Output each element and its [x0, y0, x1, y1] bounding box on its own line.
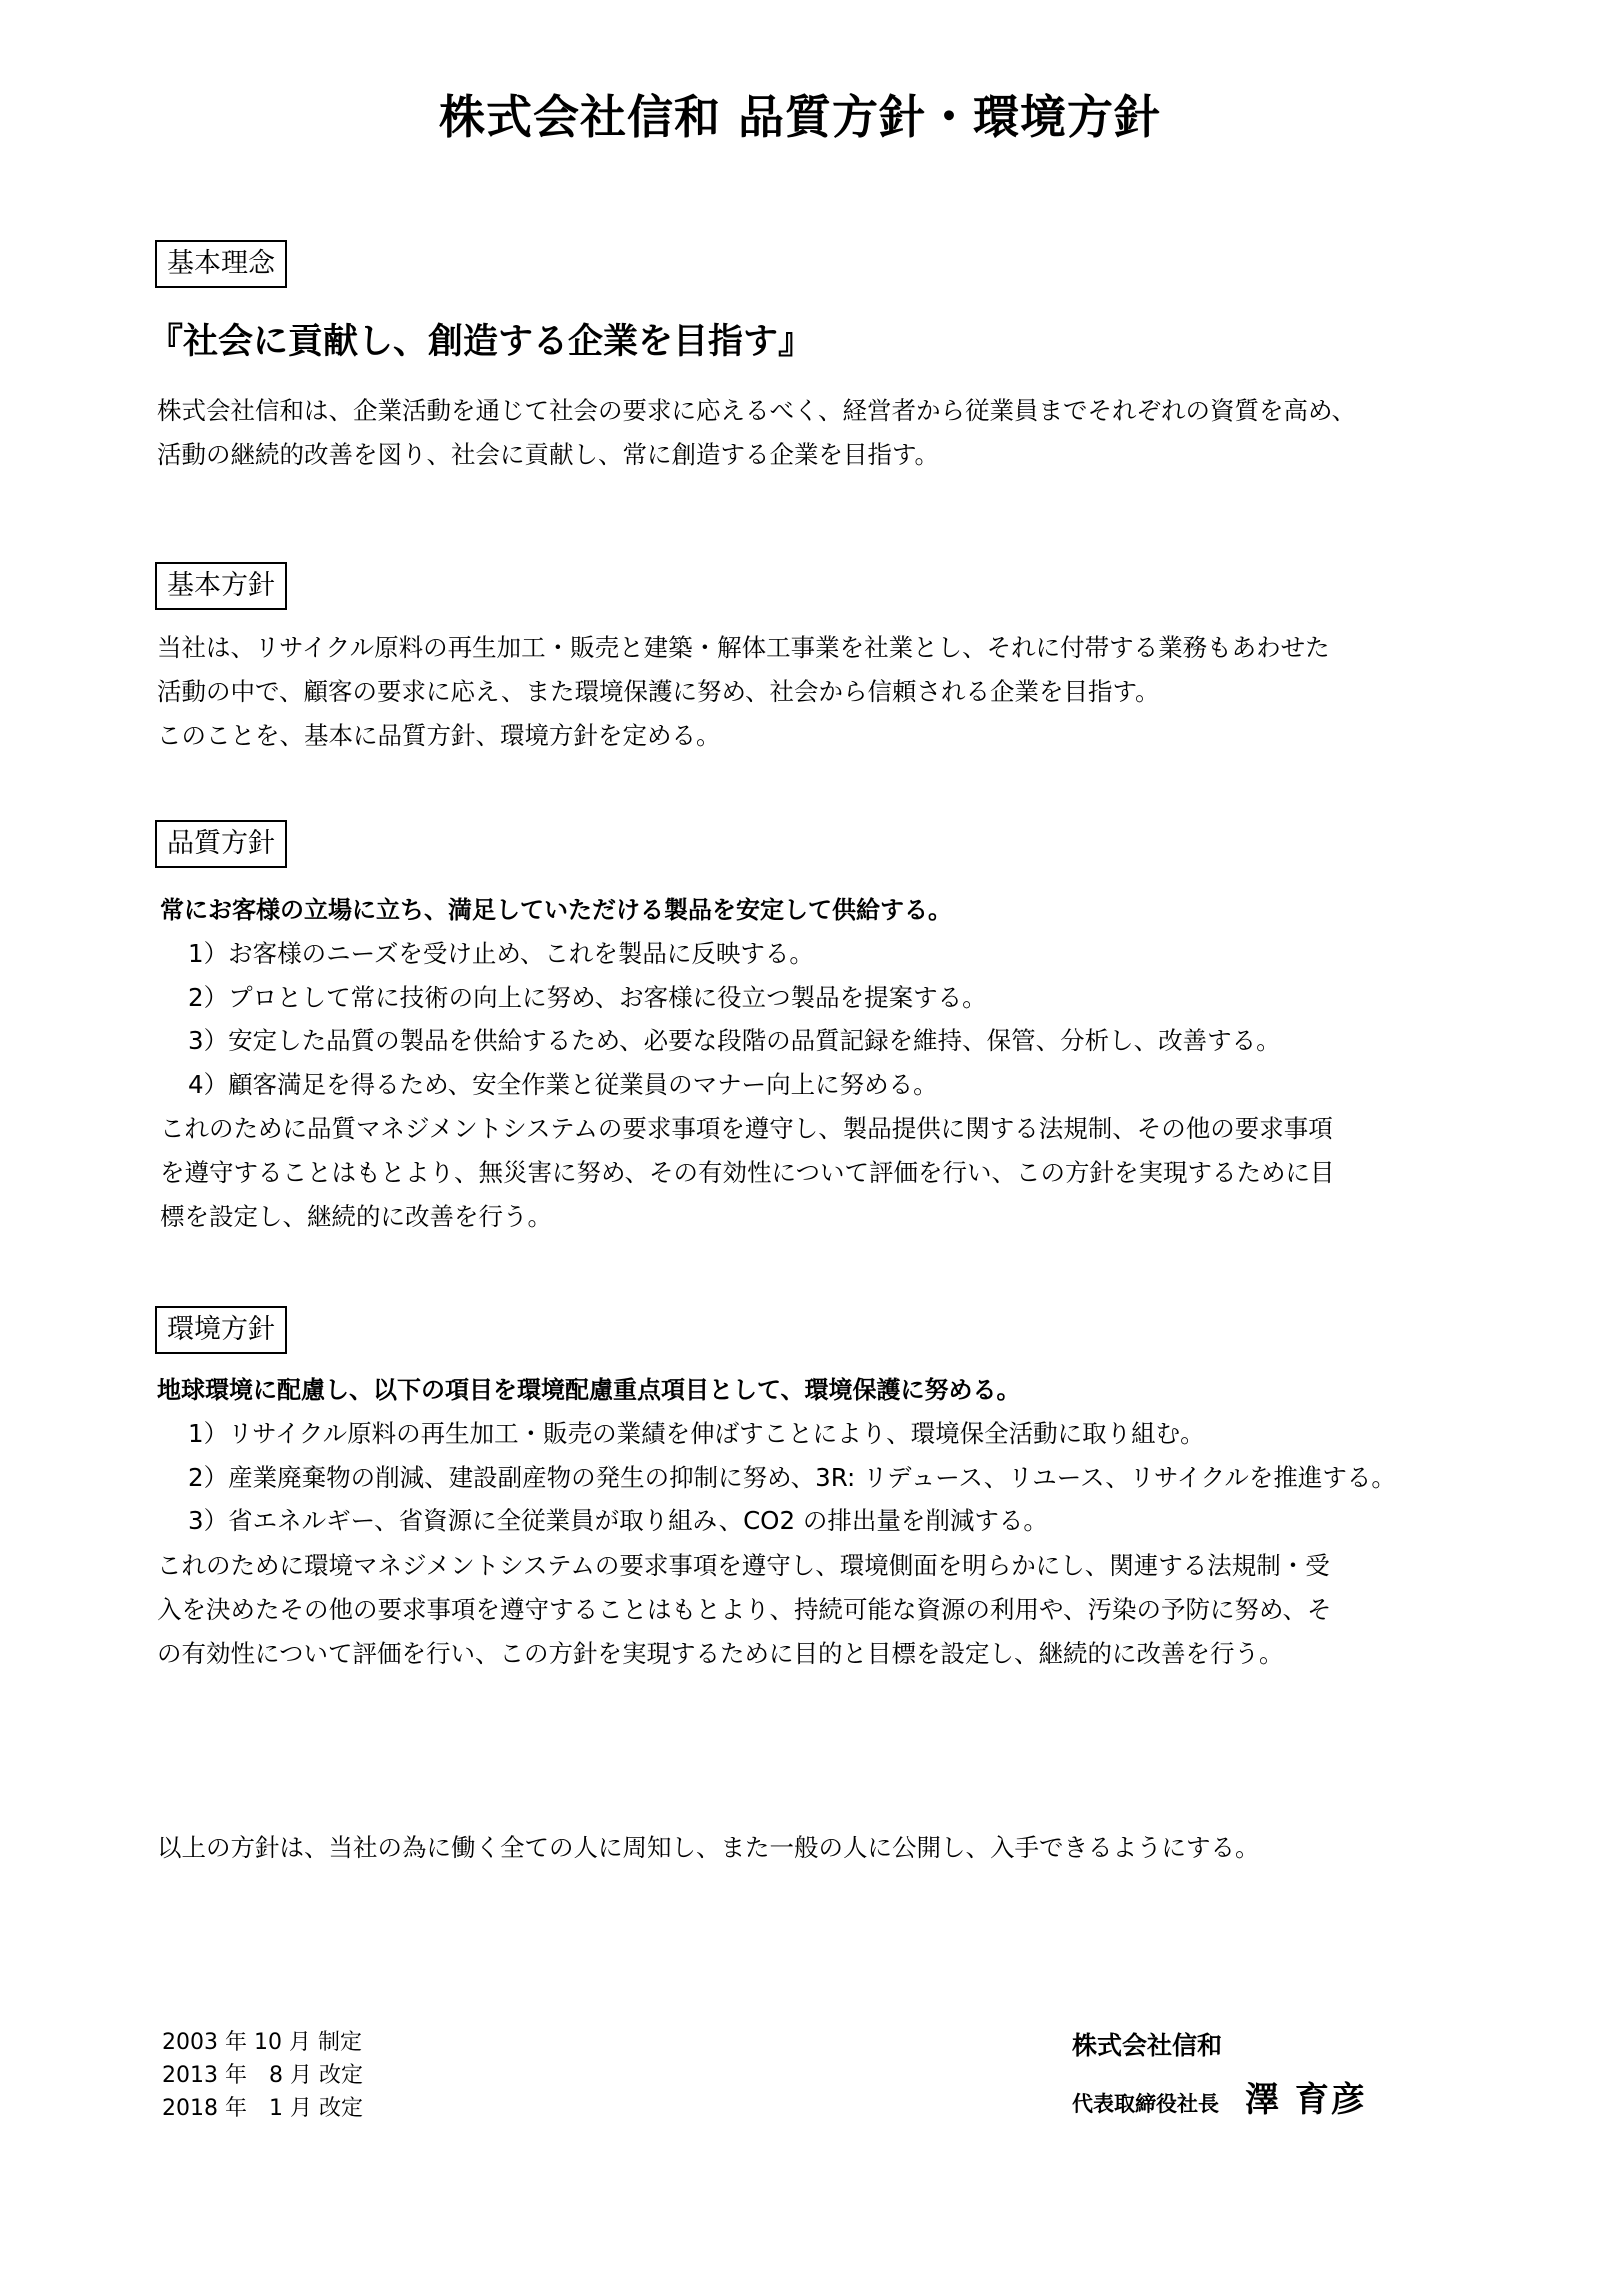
environmental-lead: 地球環境に配慮し、以下の項目を環境配慮重点項目として、環境保護に努める。: [157, 1376, 1021, 1404]
quality-closing-line: 標を設定し、継続的に改善を行う。: [160, 1202, 552, 1231]
environmental-item: 2）産業廃棄物の削減、建設副産物の発生の抑制に努め、3R: リデュース、リユース、リサイクルを推進する。: [188, 1462, 1396, 1492]
revision-date: 2013 年 8 月 改定: [162, 2063, 363, 2088]
revision-date: 2003 年 10 月 制定: [162, 2030, 362, 2055]
section-label-quality-policy: 品質方針: [155, 820, 287, 868]
document-title: 株式会社信和 品質方針・環境方針: [438, 90, 1161, 144]
quality-closing-paragraph: [160, 1107, 1490, 1239]
environmental-items: [188, 1412, 1396, 1543]
signature-title: 代表取締役社長: [1072, 2092, 1219, 2116]
disclosure-paragraph: [157, 1826, 1487, 1870]
environmental-item: 3）省エネルギー、省資源に全従業員が取り組み、CO2 の排出量を削減する。: [188, 1506, 1048, 1535]
philosophy-slogan: 『社会に貢献し、創造する企業を目指す』: [148, 322, 814, 362]
quality-closing-line: を遵守することはもとより、無災害に努め、その有効性について評価を行い、この方針を実現するために目: [160, 1158, 1335, 1187]
revision-dates: [162, 2026, 363, 2125]
basic-policy-paragraph: [157, 626, 1487, 758]
quality-item: 1）お客様のニーズを受け止め、これを製品に反映する。: [188, 939, 814, 968]
quality-item: 3）安定した品質の製品を供給するため、必要な段階の品質記録を維持、保管、分析し、改善する。: [188, 1026, 1281, 1055]
philosophy-line: 株式会社信和は、企業活動を通じて社会の要求に応えるべく、経営者から従業員までそれぞれの資質を高め、: [157, 396, 1357, 425]
environmental-closing-line: これのために環境マネジメントシステムの要求事項を遵守し、環境側面を明らかにし、関連する法規制・受: [157, 1551, 1330, 1580]
environmental-item: 1）リサイクル原料の再生加工・販売の業績を伸ばすことにより、環境保全活動に取り組む。: [188, 1419, 1205, 1448]
section-label-basic-policy: 基本方針: [155, 562, 287, 610]
signature-company: 株式会社信和: [1072, 2031, 1223, 2060]
basic-policy-line: 活動の中で、顧客の要求に応え、また環境保護に努め、社会から信頼される企業を目指す。: [157, 677, 1160, 706]
quality-lead: 常にお客様の立場に立ち、満足していただける製品を安定して供給する。: [160, 896, 952, 924]
philosophy-paragraph: [157, 389, 1487, 477]
quality-closing-line: これのために品質マネジメントシステムの要求事項を遵守し、製品提供に関する法規制、その他の要求事項: [160, 1114, 1333, 1143]
signature-name: 澤 育彦: [1245, 2080, 1367, 2120]
environmental-closing-line: 入を決めたその他の要求事項を遵守することはもとより、持続可能な資源の利用や、汚染の予防に努め、そ: [157, 1595, 1332, 1624]
basic-policy-line: 当社は、リサイクル原料の再生加工・販売と建築・解体工事業を社業とし、それに付帯する業務もあわせた: [157, 633, 1330, 662]
signature-block: [1072, 2026, 1367, 2121]
environmental-closing-line: の有効性について評価を行い、この方針を実現するために目的と目標を設定し、継続的に改善を行う。: [157, 1639, 1284, 1668]
section-label-environmental-policy: 環境方針: [155, 1306, 287, 1354]
basic-policy-line: このことを、基本に品質方針、環境方針を定める。: [157, 721, 721, 750]
philosophy-line: 活動の継続的改善を図り、社会に貢献し、常に創造する企業を目指す。: [157, 440, 940, 469]
quality-item: 4）顧客満足を得るため、安全作業と従業員のマナー向上に努める。: [188, 1069, 938, 1099]
signature-row: [1072, 2072, 1367, 2121]
quality-items: [188, 932, 1281, 1106]
disclosure-line: 以上の方針は、当社の為に働く全ての人に周知し、また一般の人に公開し、入手できるようにする。: [157, 1833, 1260, 1862]
environmental-closing-paragraph: [157, 1544, 1487, 1676]
quality-item: 2）プロとして常に技術の向上に努め、お客様に役立つ製品を提案する。: [188, 982, 987, 1012]
revision-date: 2018 年 1 月 改定: [162, 2096, 363, 2121]
section-label-basic-philosophy: 基本理念: [155, 240, 287, 288]
